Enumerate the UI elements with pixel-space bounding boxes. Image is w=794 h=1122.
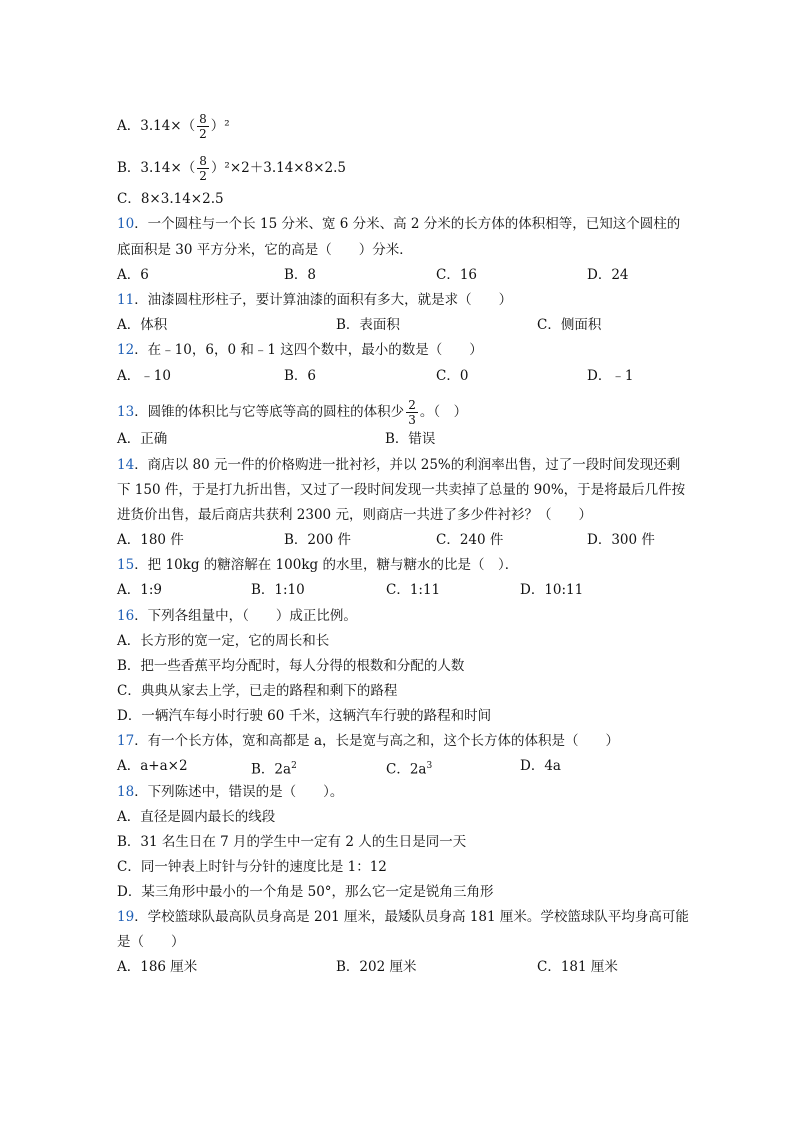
q13-stem: [117, 398, 467, 427]
q15-stem: [117, 555, 518, 575]
fraction-numerator: 2: [408, 398, 416, 412]
exponent: 2: [291, 761, 297, 771]
q16-option-c: C．典典从家去上学，已走的路程和剩下的路程: [117, 683, 398, 699]
q10-text: ．一个圆柱与一个长 15 分米、宽 6 分米、高 2 分米的长方体的体积相等，已知这个圆柱的: [134, 216, 681, 232]
q9-option-b-prefix: B．3.14×（: [117, 160, 196, 176]
q9-option-a-fraction: [197, 112, 209, 141]
q10-option-d: D．24: [587, 267, 629, 283]
q17-stem: [117, 731, 619, 751]
q12-option-a: A．﹣10: [117, 368, 171, 384]
q19-option-b: B．202 厘米: [336, 959, 417, 975]
q19-option-a: A．186 厘米: [117, 959, 198, 975]
q10-option-c: C．16: [436, 267, 478, 283]
fraction-denominator: 2: [199, 169, 207, 183]
question-number: 17: [117, 733, 135, 749]
q9-option-c: C．8×3.14×2.5: [117, 191, 224, 207]
q13-option-b: B．错误: [385, 431, 436, 447]
q12-option-b: B．6: [284, 368, 317, 384]
q14-text: ．商店以 80 元一件的价格购进一批衬衫，并以 25%的利润率出售，过了一段时间发现还剩: [134, 457, 681, 473]
q11-option-a: A．体积: [117, 317, 168, 333]
q17-option-b-base: B．2a: [251, 761, 292, 778]
q16-stem: [117, 606, 357, 626]
q11-option-c: C．侧面积: [537, 317, 602, 333]
q14-stem-line-2: 下 150 件，于是打九折出售，又过了一段时间发现一共卖掉了总量的 90%，于是将最后几件按: [117, 482, 686, 498]
question-number: 18: [117, 784, 135, 800]
q19-stem-line-1: [117, 907, 689, 927]
q11-text: ．油漆圆柱形柱子，要计算油漆的面积有多大，就是求（ ）: [134, 292, 513, 308]
q10-stem-line-1: [117, 214, 680, 234]
q15-text: ．把 10kg 的糖溶解在 100kg 的水里，糖与糖水的比是（ ）．: [134, 557, 519, 573]
q17-option-c-base: C．2a: [386, 761, 427, 778]
q17-option-d: D．4a: [520, 758, 561, 774]
question-number: 15: [117, 557, 135, 573]
q12-stem: [117, 340, 483, 360]
q9-option-b: [117, 154, 346, 183]
fraction-denominator: 2: [199, 127, 207, 141]
q14-stem-line-3: 进货价出售，最后商店共获利 2300 元，则商店一共进了多少件衬衫？（ ）: [117, 507, 592, 523]
q14-option-b: B．200 件: [284, 532, 351, 548]
fraction-numerator: 8: [199, 112, 207, 126]
q12-option-c: C．0: [436, 368, 469, 384]
q18-option-b: B．31 名生日在 7 月的学生中一定有 2 人的生日是同一天: [117, 834, 467, 850]
q19-stem-line-2: 是（ ）: [117, 934, 185, 950]
q9-option-b-suffix: ）²×2＋3.14×8×2.5: [210, 160, 346, 176]
q18-option-d: D．某三角形中最小的一个角是 50°，那么它一定是锐角三角形: [117, 884, 494, 900]
q18-option-c: C．同一钟表上时针与分针的速度比是 1：12: [117, 859, 387, 875]
q10-option-a: A．6: [117, 267, 149, 283]
question-number: 11: [117, 292, 135, 308]
q11-stem: [117, 290, 512, 310]
q9-option-a-prefix: A．3.14×（: [117, 118, 196, 134]
q16-option-a: A．长方形的宽一定，它的周长和长: [117, 633, 330, 649]
question-number: 16: [117, 608, 135, 624]
q11-option-b: B．表面积: [336, 317, 400, 333]
q16-text: ．下列各组量中，（ ）成正比例。: [134, 608, 357, 624]
q15-option-d: D．10:11: [520, 582, 584, 598]
q14-option-d: D．300 件: [587, 532, 655, 548]
fraction-denominator: 3: [408, 413, 416, 427]
q14-option-a: A．180 件: [117, 532, 184, 548]
q15-option-c: C．1:11: [386, 582, 441, 598]
q13-option-a: A．正确: [117, 431, 168, 447]
question-number: 10: [117, 216, 135, 232]
q16-option-b: B．把一些香蕉平均分配时，每人分得的根数和分配的人数: [117, 658, 465, 674]
q17-option-c: [386, 756, 432, 780]
q9-option-a: [117, 112, 230, 141]
q16-option-d: D．一辆汽车每小时行驶 60 千米，这辆汽车行驶的路程和时间: [117, 708, 492, 724]
q13-fraction: [406, 398, 418, 427]
q12-text: ．在﹣10，6，0 和﹣1 这四个数中，最小的数是（ ）: [134, 342, 483, 358]
q15-option-a: A．1:9: [117, 582, 162, 598]
exponent: 3: [426, 761, 433, 771]
fraction-numerator: 8: [199, 154, 207, 168]
q10-stem-line-2: 底面积是 30 平方分米，它的高是（ ）分米．: [117, 242, 413, 258]
question-number: 13: [117, 404, 135, 420]
q14-stem-line-1: [117, 455, 680, 475]
q13-text-after: 。（ ）: [419, 404, 468, 420]
question-number: 12: [117, 342, 135, 358]
q18-stem: [117, 782, 343, 802]
q18-text: ．下列陈述中，错误的是（ ）。: [134, 784, 344, 800]
q14-option-c: C．240 件: [436, 532, 504, 548]
q19-option-c: C．181 厘米: [537, 959, 618, 975]
q15-option-b: B．1:10: [251, 582, 305, 598]
q10-option-b: B．8: [284, 267, 317, 283]
q9-option-b-fraction: [197, 154, 209, 183]
q19-text: ．学校篮球队最高队员身高是 201 厘米，最矮队员身高 181 厘米。学校篮球队平均身高可能: [134, 909, 689, 925]
q13-text: ．圆锥的体积比与它等底等高的圆柱的体积少: [134, 404, 405, 420]
q9-option-a-suffix: ）²: [210, 118, 230, 134]
q18-option-a: A．直径是圆内最长的线段: [117, 809, 276, 825]
q12-option-d: D．﹣1: [587, 368, 634, 384]
question-number: 19: [117, 909, 135, 925]
q17-option-a: A．a+a×2: [117, 758, 188, 774]
q17-option-b: [251, 756, 297, 780]
question-number: 14: [117, 457, 135, 473]
q17-text: ．有一个长方体，宽和高都是 a，长是宽与高之和，这个长方体的体积是（ ）: [134, 733, 620, 749]
